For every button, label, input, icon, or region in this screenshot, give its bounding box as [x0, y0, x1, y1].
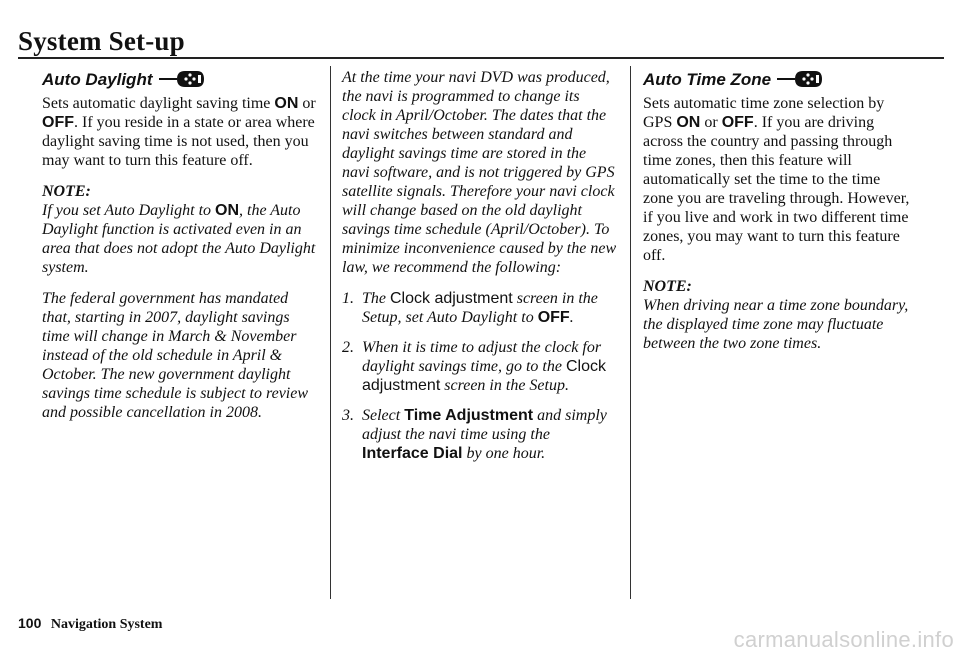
heading-text: Auto Time Zone — [643, 69, 772, 89]
column-divider — [330, 66, 331, 599]
time-adjustment-label: Time Adjustment — [404, 407, 534, 424]
auto-daylight-note: If you set Auto Daylight to ON, the Auto Daylight function is activated even in an area that does not adopt the Auto Daylight system. — [42, 202, 316, 276]
auto-time-zone-description: Sets automatic time zone selection by GPS ON or OFF. If you are driving across the country and passing through time zones, then this feature will automatically set the time to the time zone you are traveling through. However, if you live and work in two different time zones, you may want to turn this feature off. — [643, 95, 910, 264]
interface-dial-label: Interface Dial — [362, 445, 463, 462]
auto-daylight-description: Sets automatic daylight saving time ON or OFF. If you reside in a state or area where daylight saving time is not used, then you may want to turn this feature off. — [42, 95, 316, 169]
auto-daylight-heading — [42, 68, 320, 90]
page-footer — [18, 615, 162, 633]
auto-time-zone-heading — [643, 68, 913, 90]
step-item: 2. When it is time to adjust the clock for daylight savings time, go to the Clock adjustment screen in the Setup. — [342, 339, 606, 394]
off-value: OFF — [721, 114, 754, 131]
page-title: System Set-up — [18, 26, 185, 56]
middle-column — [342, 68, 617, 474]
on-value: ON — [215, 202, 240, 219]
remote-control-icon — [777, 70, 823, 88]
page-number: 100 — [18, 615, 42, 631]
watermark: carmanualsonline.info — [733, 627, 954, 652]
heading-text: Auto Daylight — [42, 69, 153, 89]
column-divider — [630, 66, 631, 599]
note-label: NOTE: — [42, 183, 91, 200]
clock-adjustment-label: Clock adjustment — [390, 290, 513, 307]
step-item: 1. The Clock adjustment screen in the Setup, set Auto Daylight to OFF. — [342, 290, 598, 326]
step-item: 3. Select Time Adjustment and simply adjust the navi time using the Interface Dial by one hour. — [342, 407, 607, 462]
steps-list — [342, 289, 617, 463]
off-value: OFF — [42, 114, 74, 131]
note-label: NOTE: — [643, 278, 692, 295]
clock-adjustment-label: Clock adjustment — [362, 358, 606, 394]
on-value: ON — [274, 95, 299, 112]
left-column — [42, 68, 320, 422]
off-value: OFF — [537, 309, 570, 326]
title-rule — [18, 57, 944, 59]
footer-label: Navigation System — [50, 617, 163, 632]
remote-control-icon — [159, 70, 205, 88]
on-value: ON — [676, 114, 701, 131]
federal-mandate-text: The federal government has mandated that, starting in 2007, daylight savings time will change in March & November instead of the old schedule in April & October. The new government daylight savings time schedule is subject to review and possible cancellation in 2008. — [42, 290, 309, 421]
navi-dvd-intro: At the time your navi DVD was produced, the navi is programmed to change its clock in April/October. The dates that the navi switches between standard and daylight savings time are stored in the navi software, and is not triggered by GPS satellite signals. Therefore your navi clock will change based on the old daylight savings time schedule (April/October). To minimize inconvenience caused by the new law, we recommend the following: — [342, 69, 617, 276]
right-column — [643, 68, 913, 353]
auto-time-zone-note: When driving near a time zone boundary, the displayed time zone may fluctuate between the two zone times. — [643, 297, 909, 352]
